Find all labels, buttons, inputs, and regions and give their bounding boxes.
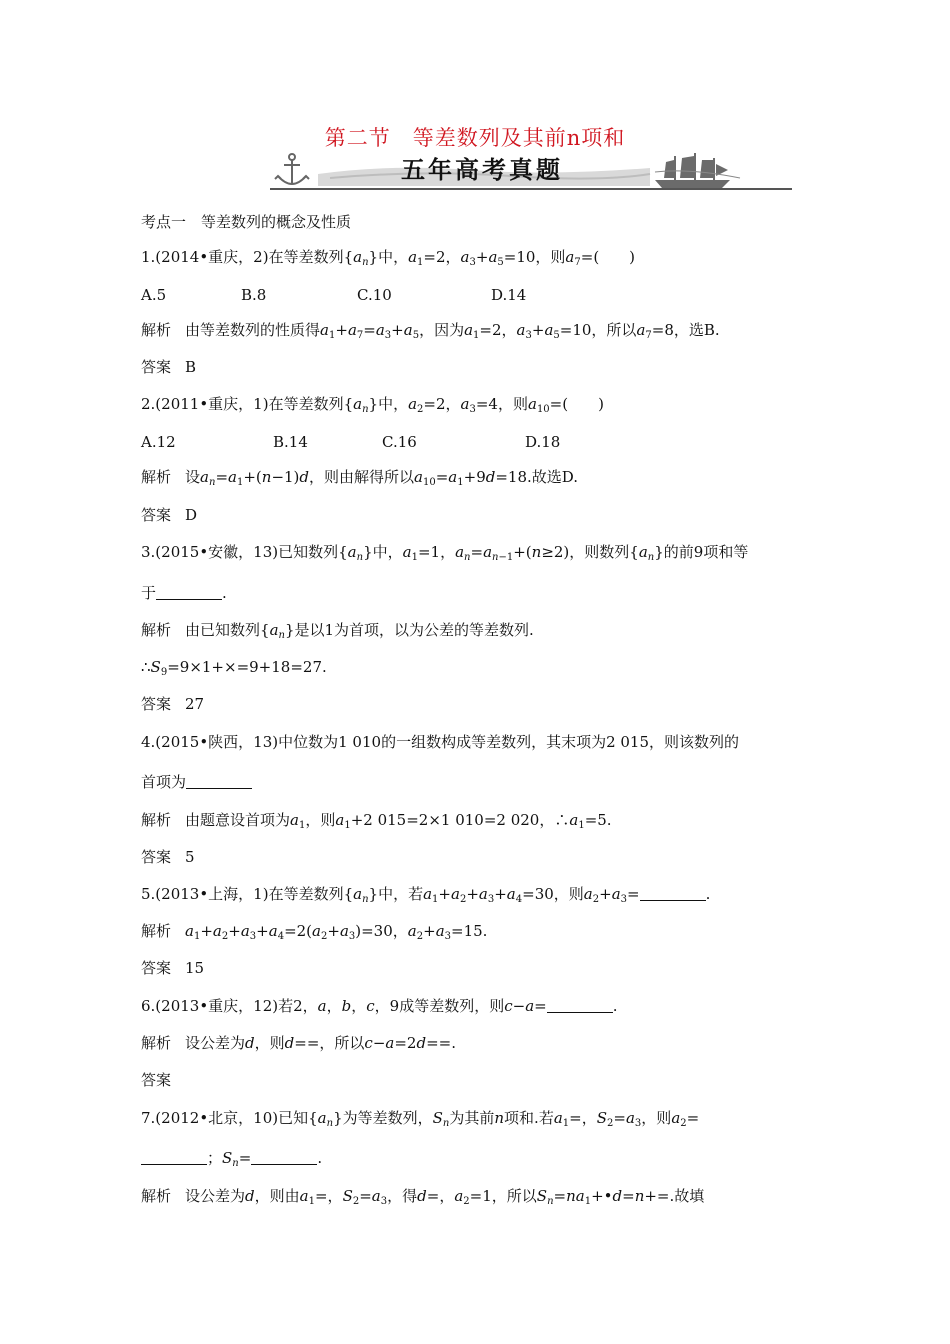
- question-3-stem: 3.(2015•安徽，13)已知数列$\{a_n\}$中，$a_1=1$，$a_n=a_{n-1}+(n\ge 2)$，则数列$\{a_n\}$的前9项和等: [141, 543, 749, 563]
- answer-blank: [547, 998, 613, 1013]
- question-4-stem-line2: 首项为: [141, 772, 252, 792]
- section-title: 第二节 等差数列及其前n项和: [324, 126, 626, 150]
- banner-subtitle: 五年高考真题: [401, 156, 563, 184]
- question-4-stem: 4.(2015•陕西，13)中位数为1 010的一组数构成等差数列，其末项为2 015，则该数列的: [141, 733, 740, 751]
- option-c: C.16: [382, 433, 417, 451]
- anchor-icon: [275, 154, 309, 184]
- question-4-analysis: 解析 由题意设首项为$a_1$，则$a_1+2$ 015=2×1 010=2 020，$\therefore a_1=5$.: [141, 811, 612, 831]
- option-a: A.5: [141, 286, 167, 304]
- question-5-stem: 5.(2013•上海，1)在等差数列$\{a_n\}$中，若$a_1+a_2+a_3+a_4=30$，则$a_2+a_3=$ .: [141, 885, 711, 905]
- question-3-stem-line2: 于 .: [141, 584, 227, 602]
- question-6-stem: 6.(2013•重庆，12)若2，a，b，c，9成等差数列，则c−a= .: [141, 997, 618, 1015]
- question-5-analysis: 解析 $a_1+a_2+a_3+a_4=2(a_2+a_3)=30$，$a_2+a_3=15$.: [141, 922, 488, 942]
- ship-icon: [655, 153, 740, 188]
- question-7-analysis: 解析 设公差为d，则由$a_1=$，$S_2=a_3$，得d=，$a_2=1$，所以$S_n=na_1+•d=n+=$.故填: [141, 1187, 705, 1207]
- option-b: B.14: [273, 433, 308, 451]
- question-2-analysis: 解析 设$a_n=a_1+(n-1)d$，则由解得所以$a_{10}=a_1+9d=18$.故选D.: [141, 468, 579, 488]
- question-5-answer: 答案 15: [141, 959, 205, 977]
- question-7-stem: 7.(2012•北京，10)已知$\{a_n\}$为等差数列，$S_n$为其前n项和.若$a_1=$，$S_2=a_3$，则$a_2=$: [141, 1109, 700, 1129]
- question-3-calc: $\therefore S_9=9\times 1+\times=9+18=27$.: [141, 658, 327, 678]
- question-7-stem-line2: ；$S_n=$ .: [141, 1148, 322, 1168]
- option-d: D.14: [491, 286, 527, 304]
- question-1-stem: 1.(2014•重庆，2)在等差数列$\{a_n\}$中，$a_1=2$，$a_3+a_5=10$，则$a_7=$( ): [141, 248, 636, 268]
- option-c: C.10: [357, 286, 392, 304]
- answer-blank: [640, 886, 706, 901]
- question-2-answer: 答案 D: [141, 506, 198, 524]
- question-1-options: [141, 285, 541, 305]
- question-3-answer: 答案 27: [141, 695, 205, 713]
- question-6-analysis: 解析 设公差为d，则d==，所以c−a=2d==.: [141, 1034, 456, 1052]
- question-6-answer: 答案: [141, 1071, 172, 1089]
- answer-blank: [186, 774, 252, 789]
- question-1-analysis: 解析 由等差数列的性质得$a_1+a_7=a_3+a_5$，因为$a_1=2$，$a_3+a_5=10$，所以$a_7=8$，选B.: [141, 321, 720, 341]
- question-2-stem: 2.(2011•重庆，1)在等差数列$\{a_n\}$中，$a_2=2$，$a_3=4$，则$a_{10}=$( ): [141, 395, 604, 415]
- question-4-answer: 答案 5: [141, 848, 195, 866]
- answer-blank: [156, 585, 222, 600]
- section-heading: 考点一 等差数列的概念及性质: [141, 213, 352, 231]
- option-b: B.8: [241, 286, 267, 304]
- question-2-options: [141, 432, 571, 452]
- question-3-analysis: 解析 由已知数列$\{a_n\}$是以1为首项，以为公差的等差数列.: [141, 621, 534, 641]
- option-d: D.18: [525, 433, 561, 451]
- answer-blank: [251, 1150, 317, 1165]
- answer-blank: [141, 1150, 207, 1165]
- question-1-answer: 答案 B: [141, 358, 197, 376]
- option-a: A.12: [141, 433, 176, 451]
